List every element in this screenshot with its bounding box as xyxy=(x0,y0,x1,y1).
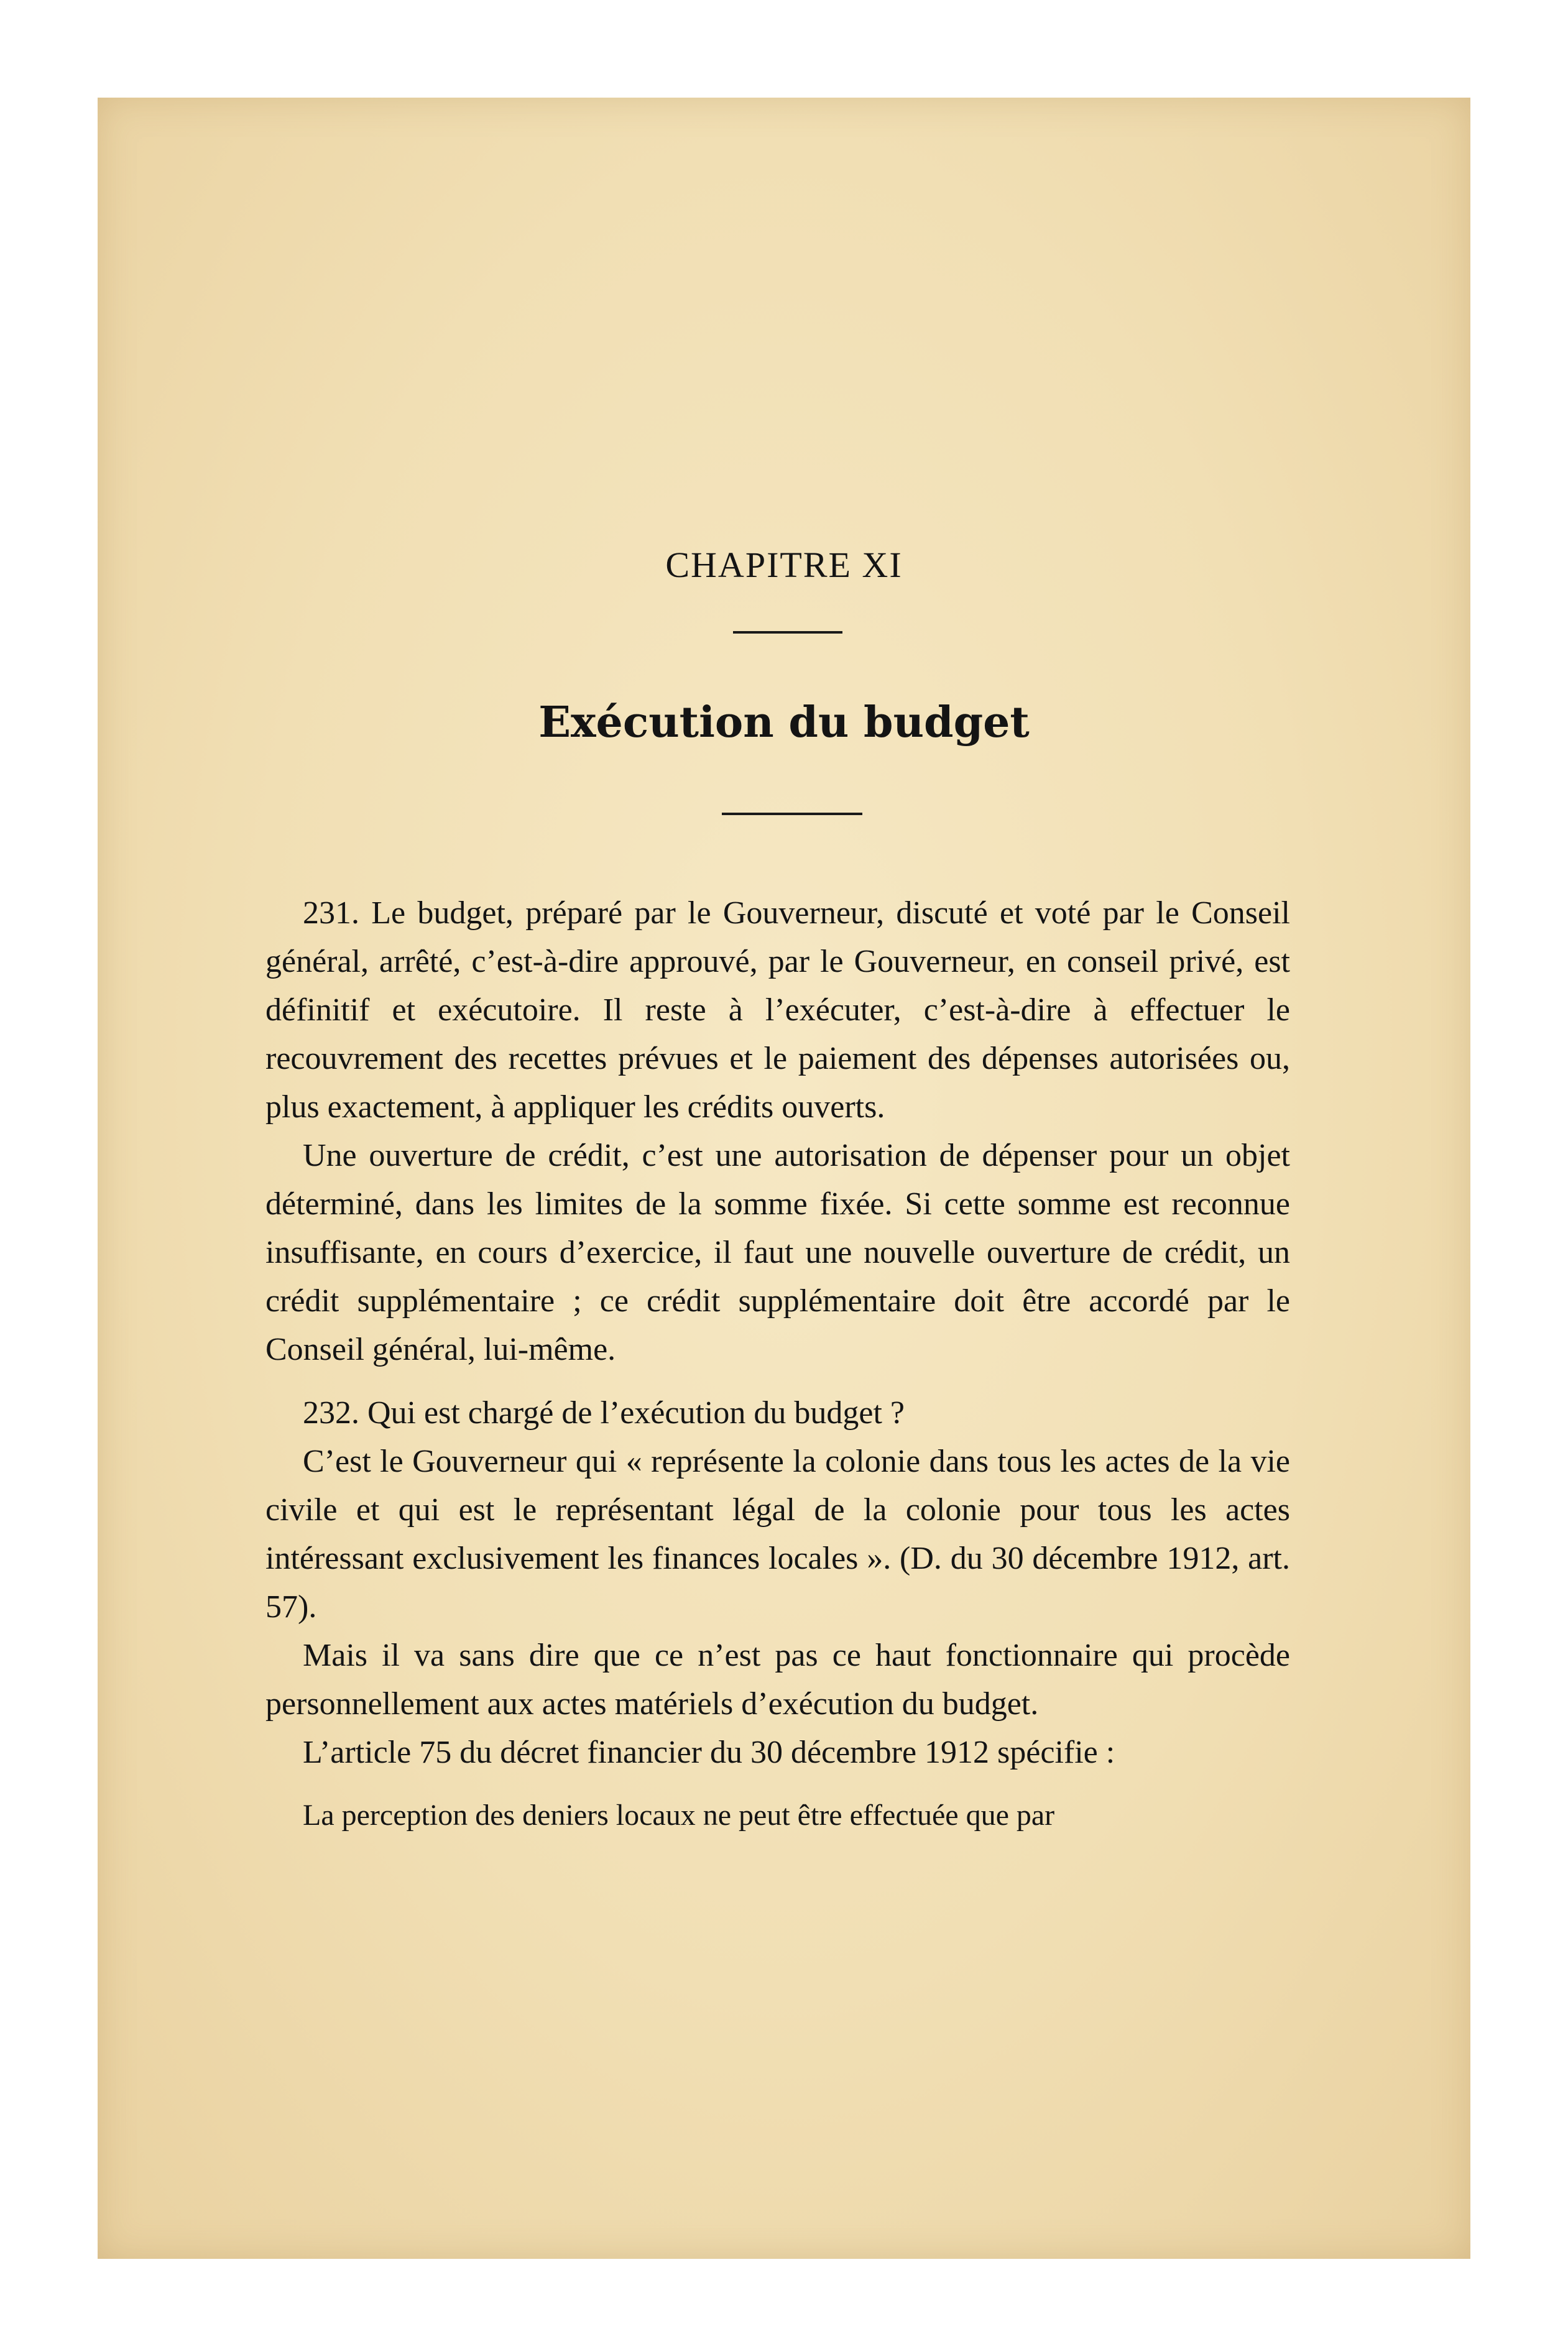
body-text xyxy=(265,889,1290,1839)
paragraph: Une ouverture de crédit, c’est une autorisation de dépenser pour un objet déterminé, dans les limites de la somme fixée. Si cette somme est reconnue insuffisante, en cours d’exercice, il faut une nouvelle ouverture de crédit, un crédit supplémentaire ; ce crédit supplémentaire doit être accordé par le Conseil général, lui-même. xyxy=(265,1138,1290,1367)
paragraph: 232. Qui est chargé de l’exécution du budget ? xyxy=(303,1395,905,1431)
divider-rule xyxy=(722,813,862,815)
chapter-heading: CHAPITRE XI xyxy=(665,545,903,585)
scanned-page xyxy=(98,98,1470,2259)
paragraph: C’est le Gouverneur qui « représente la colonie dans tous les actes de la vie civile et qui est le représentant légal de la colonie pour tous les actes intéressant exclusivement les finances locales ». (D. du 30 décembre 1912, art. 57). xyxy=(265,1444,1290,1625)
paragraph: 231. Le budget, préparé par le Gouverneur, discuté et voté par le Conseil général, arrêté, c’est-à-dire approuvé, par le Gouverneur, en conseil privé, est définitif et exécutoire. Il reste à l’exécuter, c’est-à-dire à effectuer le recouvrement des recettes prévues et le paiement des dépenses autorisées ou, plus exactement, à appliquer les crédits ouverts. xyxy=(265,895,1290,1125)
paragraph: L’article 75 du décret financier du 30 décembre 1912 spécifie : xyxy=(303,1735,1115,1770)
paragraph: Mais il va sans dire que ce n’est pas ce haut fonctionnaire qui procède personnellement aux actes matériels d’exécution du budget. xyxy=(265,1638,1290,1722)
quoted-article: La perception des deniers locaux ne peut être effectuée que par xyxy=(303,1799,1055,1832)
chapter-title: Exécution du budget xyxy=(538,698,1030,747)
divider-rule xyxy=(733,631,842,634)
